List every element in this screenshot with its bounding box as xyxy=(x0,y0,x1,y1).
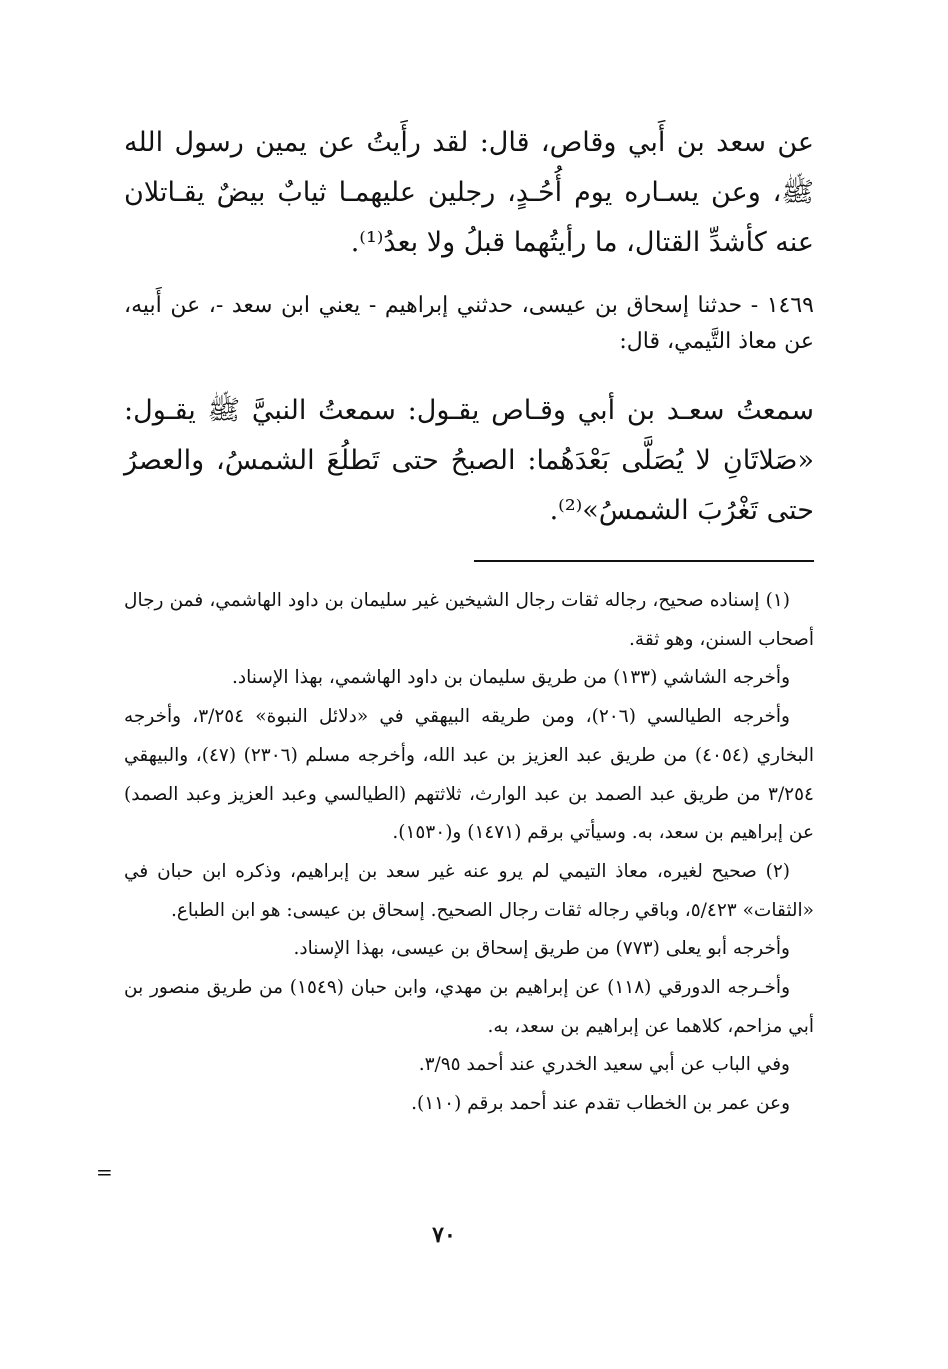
footnote-divider xyxy=(474,560,814,562)
footnotes-section xyxy=(124,582,814,1124)
hadith-isnad-1469: ١٤٦٩ - حدثنا إسحاق بن عيسى، حدثني إبراهيم - يعني ابن سعد -، عن أَبيه، عن معاذ التَّيمي، قال: xyxy=(124,293,814,354)
footnote-2-line: وفي الباب عن أبي سعيد الخدري عند أحمد ٣/٩٥. xyxy=(418,1054,790,1076)
continuation-mark: = xyxy=(96,1160,113,1184)
footnote-1-line: وأخرجه الشاشي (١٣٣) من طريق سليمان بن داود الهاشمي، بهذا الإسناد. xyxy=(232,667,790,689)
footnote-1-line: وأخرجه الطيالسي (٢٠٦)، ومن طريقه البيهقي في «دلائل النبوة» ٣/٢٥٤، وأخرجه البخاري (٤٠٥٤) من طريق عبد العزيز بن عبد الله، وأخرجه مسلم (٢٣٠٦) (٤٧)، والبيهقي ٣/٢٥٤ من طريق عبد الصمد بن عبد الوارث، ثلاثتهم (الطيالسي وعبد العزيز وعبد الصمد) عن إبراهيم بن سعد، به. وسيأتي برقم (١٤٧١) و(١٥٣٠). xyxy=(124,706,814,844)
hadith-text-1469: سمعتُ سعـد بن أبي وقـاص يقـول: سمعتُ النبيَّ ﷺ يقـول: «صَلاتَانِ لا يُصَلَّى بَعْدَهُما: الصبحُ حتى تَطلُعَ الشمسُ، والعصرُ حتى تَغْرُبَ الشمسُ»⁽²⁾. xyxy=(124,395,814,526)
page-number: ٧٠ xyxy=(432,1222,456,1248)
footnote-2-line: وأخرجه أبو يعلى (٧٧٣) من طريق إسحاق بن عيسى، بهذا الإسناد. xyxy=(293,938,790,960)
footnote-2-line: وعن عمر بن الخطاب تقدم عند أحمد برقم (١١٠). xyxy=(411,1093,790,1115)
footnote-1-header: (١) إسناده صحيح، رجاله ثقات رجال الشيخين غير سليمان بن داود الهاشمي، فمن رجال أصحاب السنن، وهو ثقة. xyxy=(124,590,814,650)
hadith-text-continuation: عن سعد بن أَبي وقاص، قال: لقد رأَيتُ عن يمين رسول الله ﷺ، وعن يسـاره يوم أُحُـدٍ، رجلين عليهمـا ثيابٌ بيضٌ يقـاتلان عنه كأشدِّ القتال، ما رأيتُهما قبلُ ولا بعدُ⁽¹⁾. xyxy=(124,127,814,258)
footnote-2-line: وأخـرجه الدورقي (١١٨) عن إبراهيم بن مهدي، وابن حبان (١٥٤٩) من طريق منصور بن أبي مزاحم، كلاهما عن إبراهيم بن سعد، به. xyxy=(124,977,814,1037)
footnote-2-header: (٢) صحيح لغيره، معاذ التيمي لم يرو عنه غير سعد بن إبراهيم، وذكره ابن حبان في «الثقات» ٥/٤٢٣، وباقي رجاله ثقات رجال الصحيح. إسحاق بن عيسى: هو ابن الطباع. xyxy=(124,860,814,921)
